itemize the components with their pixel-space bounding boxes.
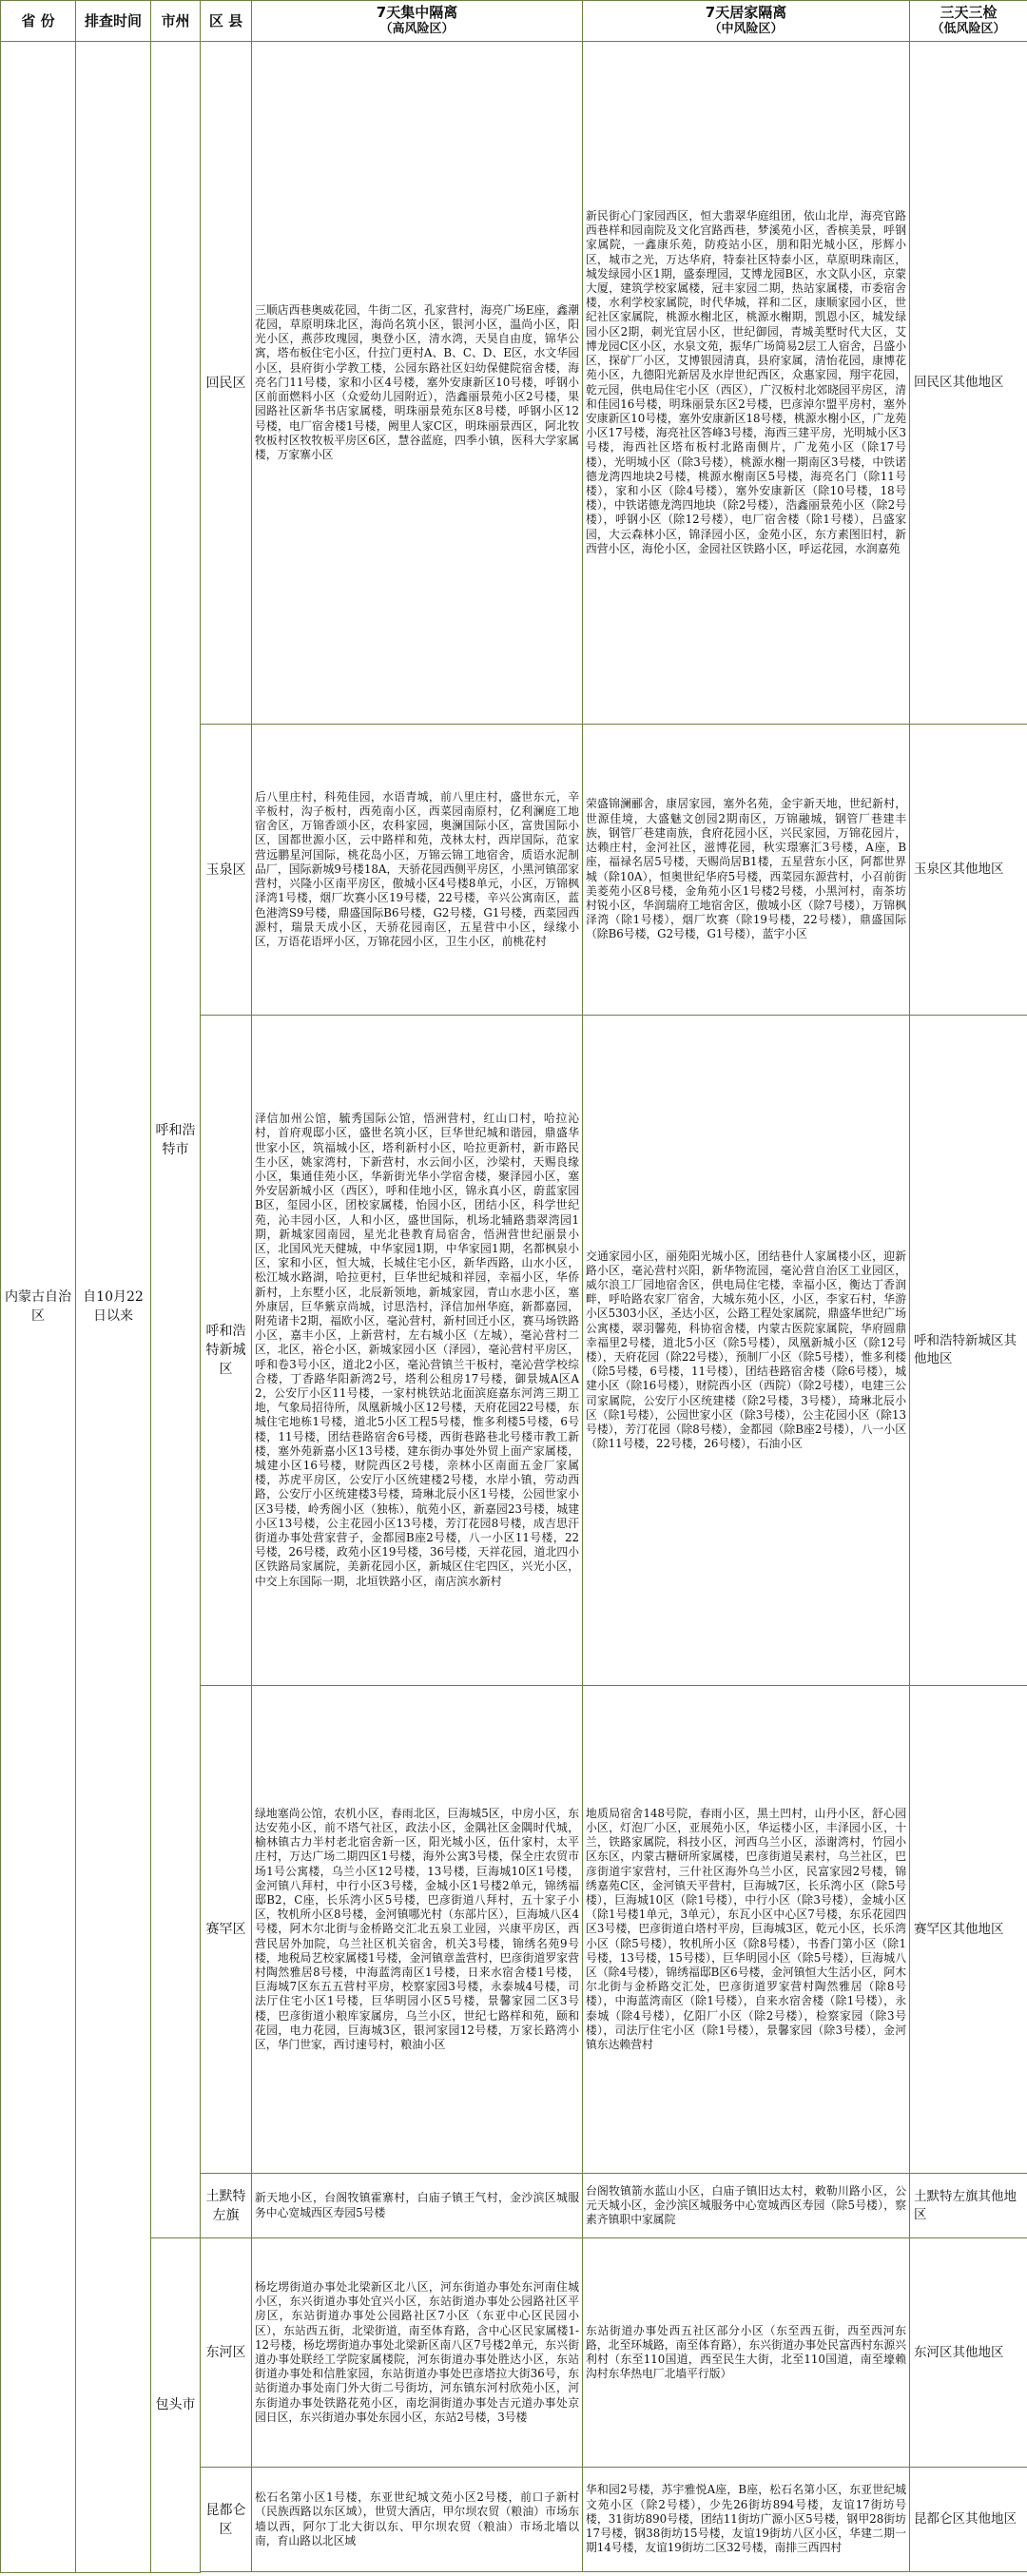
high-risk-areas: 新天地小区，台阁牧镇霍寨村，白庙子镇王气村，金沙滨区城服务中心宽城西区寿园5号楼 xyxy=(252,2174,583,2238)
city-cell: 呼和浩特市 xyxy=(151,42,201,2238)
low-risk-areas: 东河区其他地区 xyxy=(910,2238,1027,2468)
header-mid-risk xyxy=(583,1,910,42)
mid-risk-areas: 地质局宿舍148号院，春雨小区，黑土凹村，山丹小区，舒心园小区，灯泡厂小区，亚展苑小区，华运楼小区，丰泽园小区，十兰，铁路家属院，科技小区，河西乌兰小区，添谢湾村，竹园小区东区，内蒙古糖研所家属楼，巴彦街道吴素村，乌兰社区，巴彦街道宇家营村，三什社区海外乌兰小区，民富家园2号楼，锦绣嘉苑C区，金河镇天平营村，巨海城7区，长乐湾小区（除5号楼），巨海城10区（除1号楼），中行小区（除3号楼），金城小区（除1号楼1单元，3单元），东瓦小区中心区7号楼，东乐花园四区3号楼，巴彦街道白塔村平房，巨海城3区，乾元小区，长乐湾小区（除5号楼），牧机所小区（除8号楼），书香门第小区（除1号楼，13号楼，15号楼），巨华明园小区（除5号楼），巨海城八区（除4号楼），锦绣福邸B区6号楼，金河镇恒大生活小区，阿木尔北街与金桥路交汇处，巴彦街道罗家营村陶然雅居（除8号楼），中海蓝湾南区（除1号楼），自来水宿舍楼（除1号楼），永泰城（除4号楼），亿阳厂小区（除2号楼），检察家园（除3号楼），司法厅住宅小区（除1号楼），景馨家园（除3号楼），金河镇东达赖营村 xyxy=(583,1686,910,2174)
high-risk-areas: 杨圪塄街道办事处北梁新区北八区，河东街道办事处东河南住城小区，东兴街道办事处宜兴小区，东站街道办事处公园路社区平房区，东站街道办事处公园路社区7小区（东亚中心区民园小区），东站西五街，北梁街道，南至体育路，含中心区民家属楼1-12号楼，杨圪塄街道办事处北梁新区南八区7号楼2单元，东兴街道办事处联经工学院家属楼院，河东街道办事处胜达小区，东站街道办事处和信胜家园，东站街道办事处巴彦塔拉大街36号，东站街道办事处南门外大街二号街坊，河东镇东河村欣苑小区，河东街道办事处铁路花苑小区，南圪洞街道办事处吉元道办事处京园日区，东兴街道办事处东园小区，东站2号楼，3号楼 xyxy=(252,2238,583,2468)
mid-risk-areas: 荣盛锦澜郦舍，康居家园，塞外名苑，金宇新天地，世纪新村，世源佳境，大盛魅文创园2期南区，万锦融城，钢管厂巷建丰族，钢管厂巷建南族，食府花园小区，兴民家园，万锦花园片，达赖庄村，金河社区，滋博花园，秋实璟寨汇3号楼，A座，B座，福禄名居5号楼，天赐尚居B1楼，五星营东小区，阿都世界城（除10A），恒奥世纪华府5号楼，西菜园东源营村，小召前街美菱苑小区8号楼，金角苑小区1号楼2号楼，小黑河村，南茶坊村锐小区，华润瑞府工地宿舍区，傲城小区（除7号楼），万锦枫泽湾（除1号楼），烟厂坎赛（除19号楼，22号楼），鼎盛国际（除B6号楼，G2号楼，G1号楼），蓝宇小区 xyxy=(583,725,910,1016)
header-time: 排查时间 xyxy=(76,1,151,42)
header-high-subtitle: （高风险区） xyxy=(379,22,455,36)
low-risk-areas: 赛罕区其他地区 xyxy=(910,1686,1027,2174)
low-risk-areas: 昆都仑区其他地区 xyxy=(910,2468,1027,2572)
mid-risk-areas: 新民街心门家园西区，恒大翡翠华庭组团，依山北岸，海亮官路西巷样和园南院及文化宫路西巷，梦溪苑小区，香槟美景，呼钢家属院，一鑫康乐苑，防疫站小区，朋和阳光城小区，彤辉小区，城市之光，万达华府，特泰社区特泰小区，草原明珠南区，城发绿园小区1期，盛泰理园，艾博龙园B区，水文队小区，京蒙大厦，建筑学校家属楼，冠丰家园二期，热站家属楼，市委宿舍楼，水利学校家属院，时代华城，祥和二区，康顺家园小区，世纪社区家属院，桃源水榭北区，桃源水榭期，凯恩小区，城发绿园小区2期，刺光宜居小区，世纪御园，青城美墅时代大区，艾博龙园C区小区，水泉文苑，振华广场简易2层工人宿舍，吕盛小区，探矿厂小区，艾博银园清真，县府家属，清怡花园，康博花苑小区，九德阳光新居及水岸世纪西区，众惠家园，翔宇花园，乾元园，供电局住宅小区（西区），广汉板村北郊晓园平房区，清和佳园16号楼，明珠丽景东区2号楼，巴彦淖尔盟平房村，塞外安康新区10号楼，塞外安康新区18号楼，桃源水榭小区，广龙苑小区17号楼，海亮社区答峰3号楼，海西三建平房，光明城小区3号楼，海西社区塔布板村北路南侧片，广龙苑小区（除17号楼），光明城小区（除3号楼），桃源水榭一期南区3号楼，中铁诺德龙湾四地块2号楼，桃源水榭南区5号楼，海亮名门（除11号楼），家和小区（除4号楼），塞外安康新区（除10号楼，18号楼），中铁诺德龙湾四地块（除2号楼），浩鑫丽景苑小区（除2号楼），呼钢小区（除12号楼），电厂宿舍楼（除1号楼），吕盛家园，大云森林小区，锦泽园小区，金苑小区，东方素图旧村，新西营小区，海伦小区，金园社区铁路小区，呼运花园，水润嘉苑 xyxy=(583,42,910,725)
city-cell: 包头市 xyxy=(151,2238,201,2573)
header-low-risk xyxy=(910,1,1027,42)
header-district: 区 县 xyxy=(201,1,252,42)
district-cell: 玉泉区 xyxy=(201,725,252,1016)
header-mid-title: 7天居家隔离 xyxy=(705,4,787,21)
high-risk-areas: 绿地塞尚公馆，农机小区，春雨北区，巨海城5区，中房小区，东达安苑小区，前不塔气社区，政法小区，金隅社区金隅时代城，榆林镇古力半村老北宿舍新一区，阳光城小区，伍什家村，太平庄村，万达广场二期四区1号楼，海外公寓3号楼，保全庄农贸市场1号公寓楼，乌兰小区12号楼，13号楼，巨海城10区1号楼，金河镇八拜村，中行小区3号楼，金城小区1号楼2单元，锦绣福邸B2，C座，长乐湾小区5号楼，巴彦街道八拜村，五十家子小区，牧机所小区8号楼，金河镇哪光村（东部片区），巨海城八区4号楼，阿木尔北街与金桥路交汇北五泉工业园，兴康平房区，西营民居外加院，乌兰社区机关宿舍，机关3号楼，锦绣名苑9号楼，地税局艺校家属楼1号楼，金河镇章盖营村，巴彦街道罗家营村陶然雅居8号楼，中海蓝湾南区1号楼，日来水宿舍楼1号楼，巨海城7区东五五营村平房，校察家园3号楼，永泰城4号楼，司法厅住宅小区1号楼，巨华明园小区5号楼，景馨家园二区3号楼，巴彦街道小粮库家属房，乌兰小区，世纪七路样和苑，颐和花园，电力花园，巨海城3区，银河家园12号楼，万家长路湾小区，华门世家，西讨速号村，粮油小区 xyxy=(252,1686,583,2174)
district-cell: 东河区 xyxy=(201,2238,252,2468)
header-high-title: 7天集中隔离 xyxy=(376,4,458,21)
low-risk-areas: 回民区其他地区 xyxy=(910,42,1027,725)
mid-risk-areas: 台阁牧镇箭水蓝山小区，白庙子镇旧达太村，敕勒川路小区，公元天城小区，金沙滨区城服务中心宽城西区寿园（除5号楼），察素齐镇职中家属院 xyxy=(583,2174,910,2238)
district-cell: 呼和浩特新城区 xyxy=(201,1016,252,1686)
mid-risk-areas: 华和园2号楼，苏宇雅悦A座，B座，松石名第小区，东亚世纪城文苑小区（除2号楼），少先26街坊894号楼，友谊17街坊号楼，31街坊890号楼，团结11街坊广源小区5号楼，钢甲28街坊17号楼，钢38街坊15号楼，友谊19街坊八区小区，华建二期一期14号楼，友谊19街坊二区32号楼，南排三西四村 xyxy=(583,2468,910,2572)
header-high-risk xyxy=(252,1,583,42)
high-risk-areas: 三顺店西巷奥威花园，牛街二区，孔家营村，海亮广场E座，鑫潮花园，草原明珠北区，海尚名筑小区，银河小区，温尚小区，阳光小区，燕莎玫瑰园，奥登小区，清水湾，天昊自由度，锦华公寓，塔布板住宅小区，什拉门更村A、B、C、D、E区，水文华园小区，县府街小学教工楼，公园东路社区妇幼保健院宿舍楼，海亮名门11号楼，家和小区4号楼，塞外安康新区10号楼，呼钢小区前面燃料小区（众爱幼儿园附近），浩鑫丽景苑小区2号楼，果园路社区新华书店家属楼，明珠丽景苑东区8号楼，呼钢小区12号楼，电厂宿舍楼1号楼，阙里人家C区，明珠丽景西区，阿北牧牧板村区牧牧板平房区6区，慧谷蓝庭，四季小镇，医科大学家属楼，万家寨小区 xyxy=(252,42,583,725)
header-province: 省 份 xyxy=(1,1,76,42)
time-cell: 自10月22日以来 xyxy=(76,42,151,2573)
high-risk-areas: 泽信加州公馆，毓秀国际公馆，悟洲营村，红山口村，哈拉沁村，首府观邸小区，盛世名筑小区，巨华世纪城和谐园，鼎盛华世家小区，筑福城小区，塔利新村小区，哈拉更新村，新市路民生小区，姚家湾村，下新营村，水云间小区，沙梁村，天赐良缘小区，集通佳苑小区，华新街光华小学宿舍楼，聚泽园小区，塞外安居新城小区（西区），呼和佳地小区，锦永真小区，蔚蓝家园B区，玺园小区，团校家属楼，怡园小区，团结小区，科学世纪苑，沁丰园小区，人和小区，盛世国际，机场北辅路翡翠湾园1期，新城家园南园，星光北巷教育局宿舍，悟洲营世纪丽景小区，北国风光天健城，中华家园1期，中华家园1期，名都枫泉小区，家和小区，恒大城，长城住宅小区，新华西路，山水小区，松江城水路湖，哈拉更村，巨华世纪城和祥园，幸福小区，华侨新村，上东墅小区，北辰新领地，新城家园，青山水悲小区，塞外康居，巨华紫京尚城，讨思浩村，泽信加州华庭，新都嘉园，附苑诸卡2期，福欧小区，毫沁营村，新村回迁小区，赛马场铁路小区，嘉丰小区，上新营村，左右城小区（左城），毫沁营村二区，北区，裕仑小区，新城家园小区（泽园），毫沁营村平房区，呼和卷3号小区，道北2小区，毫沁营镇兰干板村，毫沁营学校综合楼，丁香路华阳新湾2号，塔利公租房17号楼，御景城A区A2，公安厅小区11号楼，一家村桃铁站北面滨庭嘉东河湾三期工地，气象局招待所，凤凰新城小区12号楼，天府花园22号楼，东城住宅地栋1号楼，道北5小区工程5号楼，惟多利楼5号楼，6号楼，11号楼，团结巷路宿舍6号楼，西街巷路巷北号楼市教工新楼，塞外苑新嘉小区13号楼，建东街办事处外贸上面产家属楼，城建小区16号楼，财院西区2号楼，亲林小区南面五金厂家属楼，苏虎平房区，公安厅小区统建楼2号楼，水岸小镇，劳动西路，公安厅小区统建楼3号楼，琦琳北辰小区1号楼，公园世家小区3号楼，岭秀阁小区（独栋），航苑小区，新嘉园23号楼，城建小区13号楼，公主花园小区13号楼，芳汀花园8号楼，成吉思汗街道办事处营家营子，金都园B座2号楼，八一小区11号楼，22号楼，26号楼，政苑小区19号楼，36号楼，天祥花园，道北四小区铁路局家属院，美新花园小区，新城区住宅四区，兴光小区，中交上东国际一期，北垣铁路小区，南店滨水新村 xyxy=(252,1016,583,1686)
low-risk-areas: 玉泉区其他地区 xyxy=(910,725,1027,1016)
low-risk-areas: 呼和浩特新城区其他地区 xyxy=(910,1016,1027,1686)
header-low-subtitle: （低风险区） xyxy=(931,22,1006,36)
header-city: 市州 xyxy=(151,1,201,42)
district-cell: 赛罕区 xyxy=(201,1686,252,2174)
district-cell: 土默特左旗 xyxy=(201,2174,252,2238)
province-cell: 内蒙古自治区 xyxy=(1,42,76,2573)
table-row xyxy=(1,42,1027,725)
table-row xyxy=(1,2238,1027,2468)
mid-risk-areas: 交通家园小区，丽苑阳光城小区，团结巷什人家属楼小区，迎新路小区，毫沁营村兴阳，新华物流园，毫沁营自治区工业园区，威尔浪工厂园地宿舍区，供电局住宅楼，幸福小区，衡达丁香润畔，呼哈路农家厂宿舍，大城东苑小区，小区，李家石村，华游小区5303小区，圣达小区，公路工程处家属院，鼎盛华世纪广场公寓楼，翠羽馨苑，科协宿舍楼，内蒙古医院家属院，华府圆鼎幸福里2号楼，道北5小区（除5号楼），凤凰新城小区（除12号楼），天府花园（除22号楼），预制厂小区（除5号楼），惟多利楼（除5号楼，6号楼，11号楼），团结巷路宿舍楼（除6号楼），城建小区（除16号楼），财院西小区（西院）（除2号楼），电建三公司家属院，公安厅小区统建楼（除2号楼，3号楼），琦琳北辰小区（除1号楼），公园世家小区（除3号楼），公主花园小区（除13号楼），芳汀花园（除8号楼），金都园（除B座2号楼），八一小区（除11号楼，22号楼，26号楼），石油小区 xyxy=(583,1016,910,1686)
district-cell: 回民区 xyxy=(201,42,252,725)
header-low-title: 三天三检 xyxy=(940,4,998,21)
low-risk-areas: 土默特左旗其他地区 xyxy=(910,2174,1027,2238)
mid-risk-areas: 东站街道办事处西五社区部分小区（东至西五街，西至西河东路，北至环城路，南至体育路），东兴街道办事处民富西村东源兴利村（东至110国道，西至民生大街，北至110国道，南至壕赖沟村东华热电厂北墙平行版） xyxy=(583,2238,910,2468)
high-risk-areas: 后八里庄村，科苑佳园，水语青城，前八里庄村，盛世东元，辛辛板村，沟子板村，西苑南小区，西菜园南原村，亿利澜庭工地宿舍区，万锦香颂小区，农科家园，奥澜国际小区，富贵国际小区，国都世源小区，云中路样和苑，茂林太村，西岸国际，范家营远鹏星河国际，桃花岛小区，万锦云锦工地宿舍，质语水泥制品厂，国际新城9号楼18A，天骄花园西侧平房区，小黑河镇邵家营村，兴隆小区南平房区，傲城小区4号楼8单元，小区，万锦枫泽湾1号楼，烟厂坎赛小区19号楼，22号楼，辛兴公寓南区，蓝色港湾S9号楼，鼎盛国际B6号楼，G2号楼，G1号楼，西菜园西源村，瑞景天成小区，天骄花园南区，五星营中小区，绿缘小区，万语花语坪小区，万锦花园小区，卫生小区，前桃花村 xyxy=(252,725,583,1016)
high-risk-areas: 松石名第小区1号楼，东亚世纪城文苑小区2号楼，前口子新村（民族西路以东区域），世贸大酒店，甲尔坝农贸（粮油）市场东墙以西，阿尔丁北大街以东、甲尔坝农贸（粮油）市场北墙以南，育山路以北区域 xyxy=(252,2468,583,2572)
header-mid-subtitle: （中风险区） xyxy=(708,22,784,36)
district-cell: 昆都仑区 xyxy=(201,2468,252,2572)
header-row xyxy=(1,1,1027,42)
